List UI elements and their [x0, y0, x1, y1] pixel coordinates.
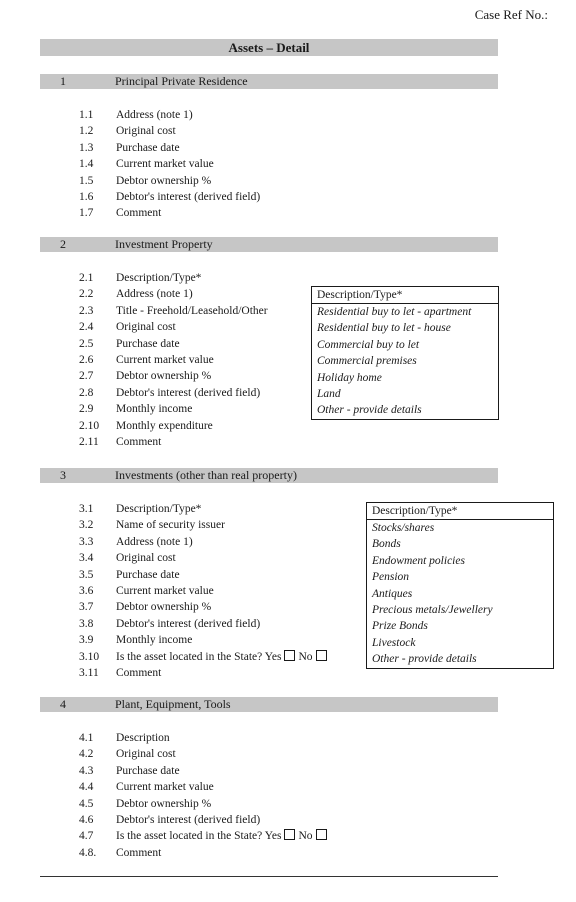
field-label: Description	[116, 732, 170, 744]
field-number: 4.7	[79, 830, 94, 843]
field-label-group	[116, 286, 193, 302]
section-title: Principal Private Residence	[115, 74, 248, 88]
field-label: Comment	[116, 436, 162, 448]
description-type-option: Other - provide details	[317, 404, 422, 417]
field-number: 4.8.	[79, 846, 97, 859]
field-label: Purchase date	[116, 337, 180, 350]
field-label-group	[116, 517, 225, 533]
field-label: Original cost	[116, 552, 176, 565]
field-number: 4.2	[79, 748, 94, 761]
field-number: 3.8	[79, 617, 94, 630]
field-label-group	[116, 385, 260, 401]
description-type-option: Livestock	[372, 636, 416, 649]
section-number: 4	[60, 697, 66, 711]
field-number: 2.1	[79, 272, 94, 284]
description-type-option: Bonds	[372, 538, 401, 551]
yes-checkbox[interactable]	[284, 650, 295, 661]
field-label-group	[116, 270, 201, 286]
no-checkbox[interactable]	[316, 650, 327, 661]
field-number: 4.3	[79, 764, 94, 777]
field-number: 3.5	[79, 568, 94, 581]
field-label-group	[116, 632, 192, 648]
field-label-group	[116, 649, 330, 665]
field-label-group	[116, 763, 180, 779]
field-label: Is the asset located in the State? Yes	[116, 650, 282, 663]
field-label-group	[116, 401, 192, 417]
field-number: 2.5	[79, 337, 94, 350]
case-ref-label: Case Ref No.:	[474, 7, 548, 22]
description-type-option: Pension	[372, 571, 410, 584]
field-number: 4.6	[79, 814, 94, 826]
field-number: 4.1	[79, 732, 94, 744]
field-label-group	[116, 336, 180, 352]
field-label: Current market value	[116, 158, 214, 171]
field-label: Original cost	[116, 125, 176, 138]
field-label: Title - Freehold/Leasehold/Other	[116, 304, 268, 317]
field-label-group	[116, 368, 211, 384]
field-label: Monthly income	[116, 403, 193, 416]
field-label-group	[116, 779, 214, 795]
field-number: 1.5	[79, 174, 94, 187]
field-label: Comment	[116, 667, 162, 679]
field-number: 3.7	[79, 601, 94, 614]
field-label-group	[116, 796, 211, 812]
field-number: 1.4	[79, 158, 94, 171]
field-label: Debtor's interest (derived field)	[116, 386, 261, 399]
field-number: 1.7	[79, 207, 94, 220]
description-type-option: Endowment policies	[372, 554, 465, 567]
field-label: Debtor ownership %	[116, 601, 212, 614]
no-label: No	[298, 650, 313, 663]
section-header-2	[40, 237, 498, 252]
section-title: Investment Property	[115, 237, 213, 251]
field-number: 2.3	[79, 304, 94, 317]
field-number: 3.1	[79, 503, 94, 515]
field-number: 1.6	[79, 191, 94, 203]
field-label: Original cost	[116, 321, 176, 334]
field-label: Address (note 1)	[116, 535, 193, 548]
field-label-group	[116, 352, 214, 368]
field-label-group	[116, 746, 176, 762]
section-title: Plant, Equipment, Tools	[115, 697, 231, 711]
yes-checkbox[interactable]	[284, 829, 295, 840]
description-type-box-property	[311, 286, 499, 420]
field-number: 2.7	[79, 370, 94, 383]
field-label: Debtor's interest (derived field)	[116, 617, 261, 630]
field-number: 3.10	[79, 650, 100, 663]
field-label: Original cost	[116, 748, 176, 761]
description-type-option: Antiques	[372, 587, 413, 600]
field-label-group	[116, 845, 161, 861]
field-label-group	[116, 173, 211, 189]
field-label: Description/Type*	[116, 503, 202, 515]
page-title: Assets – Detail	[40, 39, 498, 56]
field-label-group	[116, 599, 211, 615]
description-type-option: Commercial buy to let	[317, 338, 420, 351]
description-type-option: Holiday home	[317, 371, 382, 384]
section-header-1	[40, 74, 498, 89]
field-number: 2.2	[79, 288, 94, 301]
field-number: 2.6	[79, 354, 94, 366]
field-label-group	[116, 616, 260, 632]
field-number: 4.5	[79, 797, 94, 810]
field-label-group	[116, 812, 260, 828]
description-type-option: Residential buy to let - house	[317, 322, 451, 335]
description-type-option: Land	[317, 387, 341, 400]
field-number: 2.8	[79, 386, 94, 399]
no-label: No	[298, 830, 313, 843]
field-label-group	[116, 140, 180, 156]
field-label-group	[116, 534, 193, 550]
field-number: 4.4	[79, 781, 94, 794]
field-label-group	[116, 828, 330, 844]
field-number: 1.1	[79, 109, 94, 121]
field-number: 2.9	[79, 403, 94, 416]
description-type-header: Description/Type*	[367, 503, 553, 520]
section-number: 1	[60, 74, 66, 88]
field-label: Debtor's interest (derived field)	[116, 191, 261, 203]
section-header-4	[40, 697, 498, 712]
description-type-option: Residential buy to let - apartment	[317, 306, 472, 318]
field-label: Current market value	[116, 585, 214, 597]
field-label: Comment	[116, 207, 162, 220]
bottom-divider	[40, 876, 498, 877]
field-label: Address (note 1)	[116, 288, 193, 301]
field-label-group	[116, 418, 213, 434]
description-type-box-investments	[366, 502, 554, 669]
field-label: Description/Type*	[116, 272, 202, 284]
field-number: 1.3	[79, 141, 94, 154]
field-label: Debtor ownership %	[116, 370, 212, 383]
field-label-group	[116, 107, 193, 123]
field-label: Name of security issuer	[116, 519, 225, 532]
section-title: Investments (other than real property)	[115, 468, 297, 482]
field-label: Monthly expenditure	[116, 419, 213, 432]
description-type-header: Description/Type*	[312, 287, 498, 304]
description-type-option: Precious metals/Jewellery	[372, 603, 493, 616]
description-type-option: Commercial premises	[317, 355, 417, 368]
field-number: 3.11	[79, 667, 99, 679]
field-label-group	[116, 205, 161, 221]
field-number: 3.2	[79, 519, 94, 532]
field-label-group	[116, 501, 201, 517]
field-label-group	[116, 319, 176, 335]
field-number: 3.9	[79, 634, 94, 647]
field-number: 3.3	[79, 535, 94, 548]
field-number: 2.10	[79, 419, 100, 432]
description-type-option: Prize Bonds	[372, 620, 428, 633]
field-number: 2.11	[79, 436, 99, 448]
field-label-group	[116, 665, 161, 681]
field-label-group	[116, 730, 170, 746]
section-number: 2	[60, 237, 66, 251]
field-label: Comment	[116, 846, 162, 859]
field-label-group	[116, 550, 176, 566]
section-number: 3	[60, 468, 66, 482]
description-type-option: Other - provide details	[372, 653, 477, 666]
field-label-group	[116, 434, 161, 450]
field-label-group	[116, 123, 176, 139]
field-label: Address (note 1)	[116, 109, 193, 121]
field-label: Current market value	[116, 781, 214, 794]
field-label: Debtor's interest (derived field)	[116, 814, 261, 826]
field-label-group	[116, 567, 180, 583]
field-label-group	[116, 156, 214, 172]
field-label: Purchase date	[116, 568, 180, 581]
field-label-group	[116, 189, 260, 205]
description-type-option: Stocks/shares	[372, 522, 435, 534]
field-label: Debtor ownership %	[116, 797, 212, 810]
field-label-group	[116, 583, 214, 599]
field-label: Current market value	[116, 354, 214, 366]
field-number: 3.4	[79, 552, 94, 565]
field-label: Is the asset located in the State? Yes	[116, 830, 282, 843]
field-label: Monthly income	[116, 634, 193, 647]
field-label: Purchase date	[116, 141, 180, 154]
field-label-group	[116, 303, 268, 319]
section-header-3	[40, 468, 498, 483]
field-label: Debtor ownership %	[116, 174, 212, 187]
no-checkbox[interactable]	[316, 829, 327, 840]
field-number: 2.4	[79, 321, 94, 334]
field-number: 1.2	[79, 125, 94, 138]
field-number: 3.6	[79, 585, 94, 597]
field-label: Purchase date	[116, 764, 180, 777]
